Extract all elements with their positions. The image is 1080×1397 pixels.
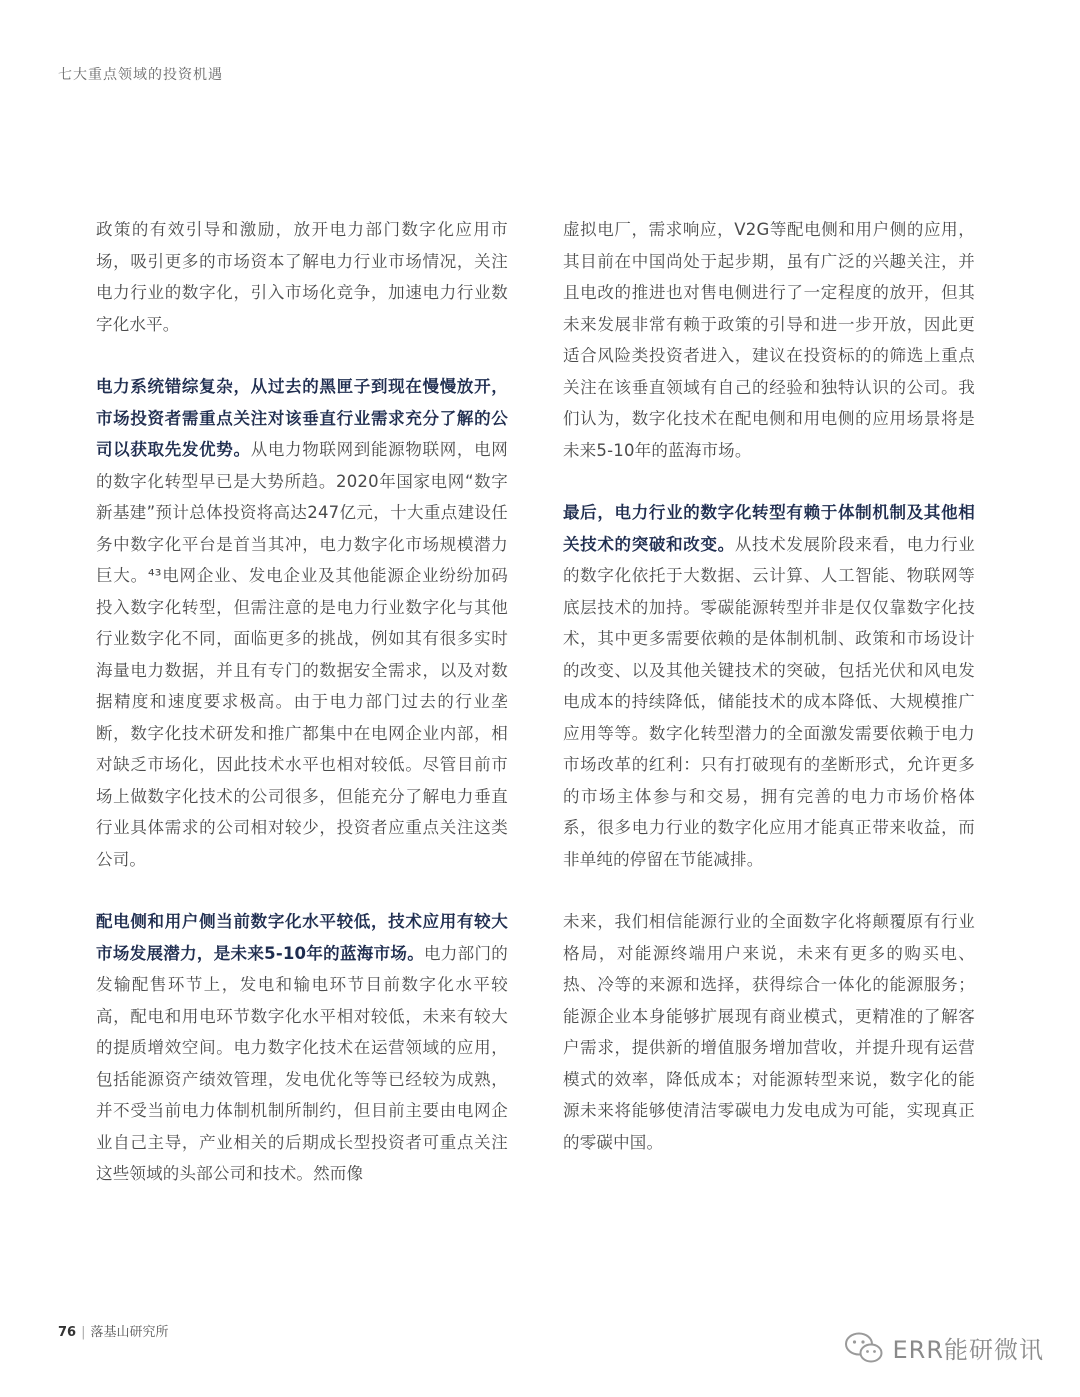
paragraph xyxy=(96,214,508,340)
paragraph-text: 从技术发展阶段来看，电力行业的数字化依托于大数据、云计算、人工智能、物联网等底层技术的加持。零碳能源转型并非是仅仅靠数字化技术，其中更多需要依赖的是体制机制、政策和市场设计的改变、以及其他关键技术的突破，包括光伏和风电发电成本的持续降低，储能技术的成本降低、大规模推广应用等等。数字化转型潜力的全面激发需要依赖于电力市场改革的红利：只有打破现有的垄断形式，允许更多的市场主体参与和交易，拥有完善的电力市场价格体系，很多电力行业的数字化应用才能真正带来收益，而非单纯的停留在节能减排。 xyxy=(563,534,975,869)
watermark-text: ERR能研微讯 xyxy=(892,1336,1044,1364)
paragraph-lead: 配电侧和用户侧当前数字化水平较低，技术应用有较大市场发展潜力，是未来5-10年的蓝海市场。 xyxy=(96,912,508,963)
paragraph-text: 从电力物联网到能源物联网，电网的数字化转型早已是大势所趋。2020年国家电网“数字新基建”预计总体投资将高达247亿元，十大重点建设任务中数字化平台是首当其冲，电力数字化市场规模潜力巨大。⁴³电网企业、发电企业及其他能源企业纷纷加码投入数字化转型，但需注意的是电力行业数字化与其他行业数字化不同，面临更多的挑战，例如其有很多实时海量电力数据，并且有专门的数据安全需求，以及对数据精度和速度要求极高。由于电力部门过去的行业垄断，数字化技术研发和推广都集中在电网企业内部，相对缺乏市场化，因此技术水平也相对较低。尽管目前市场上做数字化技术的公司很多，但能充分了解电力垂直行业具体需求的公司相对较少，投资者应重点关注这类公司。 xyxy=(96,440,508,869)
paragraph-lead: 最后，电力行业的数字化转型有赖于体制机制及其他相关技术的突破和改变。 xyxy=(563,503,975,554)
paragraph xyxy=(96,371,508,875)
footer-separator: | xyxy=(81,1325,86,1340)
paragraph-lead: 电力系统错综复杂，从过去的黑匣子到现在慢慢放开，市场投资者需重点关注对该垂直行业需求充分了解的公司以获取先发优势。 xyxy=(96,377,508,459)
paragraph xyxy=(563,497,975,875)
paragraph xyxy=(96,906,508,1190)
running-header: 七大重点领域的投资机遇 xyxy=(58,67,223,83)
publisher-name: 落基山研究所 xyxy=(90,1325,169,1340)
watermark xyxy=(844,1330,1044,1365)
page-number: 76 xyxy=(58,1325,77,1340)
page-footer xyxy=(58,1321,169,1340)
left-column xyxy=(96,214,508,1221)
paragraph-text: 电力部门的发输配售环节上，发电和输电环节目前数字化水平较高，配电和用电环节数字化水平相对较低，未来有较大的提质增效空间。电力数字化技术在运营领域的应用，包括能源资产绩效管理，发电优化等等已经较为成熟，并不受当前电力体制机制所制约，但目前主要由电网企业自己主导，产业相关的后期成长型投资者可重点关注这些领域的头部公司和技术。然而像 xyxy=(96,943,509,1183)
wechat-icon xyxy=(844,1331,884,1365)
paragraph xyxy=(563,214,975,466)
paragraph xyxy=(563,906,975,1158)
right-column xyxy=(563,214,975,1189)
paragraph-text: 政策的有效引导和激励，放开电力部门数字化应用市场，吸引更多的市场资本了解电力行业市场情况，关注电力行业的数字化，引入市场化竞争，加速电力行业数字化水平。 xyxy=(96,220,508,334)
paragraph-text: 虚拟电厂，需求响应，V2G等配电侧和用户侧的应用，其目前在中国尚处于起步期，虽有广泛的兴趣关注，并且电改的推进也对售电侧进行了一定程度的放开，但其未来发展非常有赖于政策的引导和进一步开放，因此更适合风险类投资者进入，建议在投资标的的筛选上重点关注在该垂直领域有自己的经验和独特认识的公司。我们认为，数字化技术在配电侧和用电侧的应用场景将是未来5-10年的蓝海市场。 xyxy=(563,220,975,460)
paragraph-text: 未来，我们相信能源行业的全面数字化将颠覆原有行业格局，对能源终端用户来说，未来有更多的购买电、热、冷等的来源和选择，获得综合一体化的能源服务；能源企业本身能够扩展现有商业模式，更精准的了解客户需求，提供新的增值服务增加营收，并提升现有运营模式的效率，降低成本；对能源转型来说，数字化的能源未来将能够使清洁零碳电力发电成为可能，实现真正的零碳中国。 xyxy=(563,912,975,1152)
